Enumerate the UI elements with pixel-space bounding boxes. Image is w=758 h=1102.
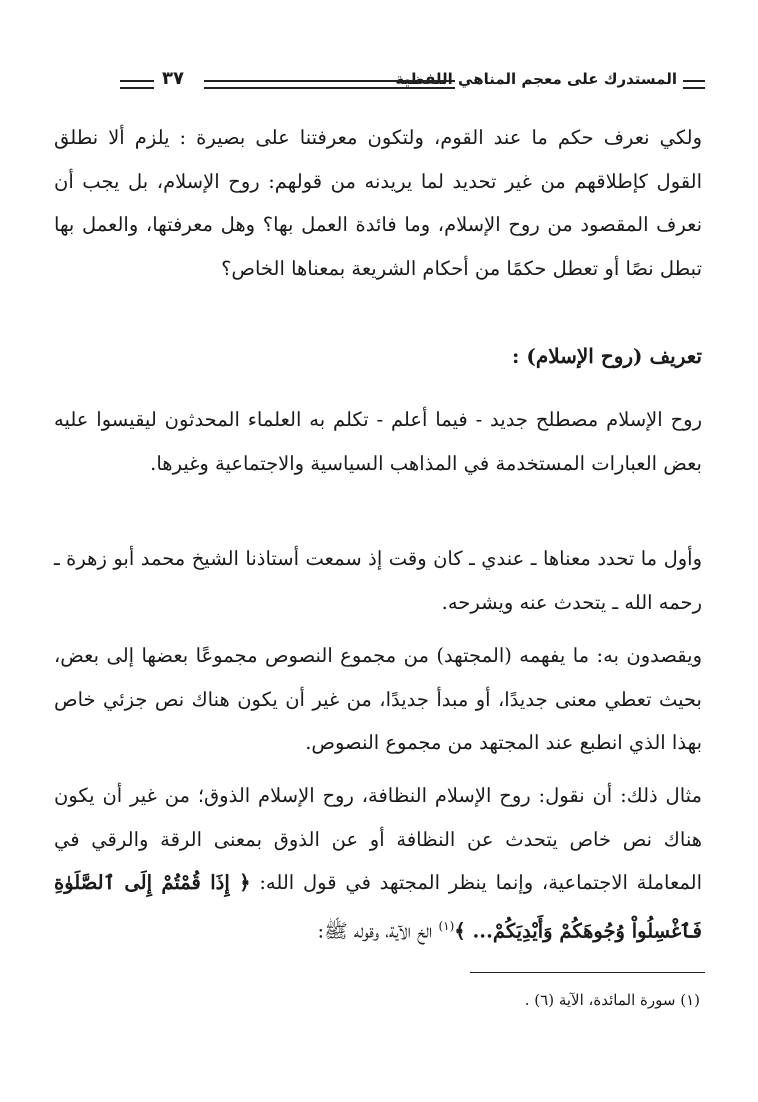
footnote-ref: (١) — [438, 918, 455, 933]
paragraph-5-text: مثال ذلك: أن نقول: روح الإسلام النظافة، روح الإسلام الذوق؛ من غير أن يكون هناك نص خاص يتحدث عن النظافة أو عن الذوق بمعنى الرقة والرقي في المعاملة الاجتماعية، وإنما ينظر المجتهد في قول الله: — [54, 784, 702, 894]
paragraph-3: وأول ما تحدد معناها ـ عندي ـ كان وقت إذ سمعت أستاذنا الشيخ محمد أبو زهرة ـ رحمه الله ـ يتحدث عنه ويشرحه. — [54, 547, 702, 614]
footnote: (١) سورة المائدة، الآية (٦) . — [524, 991, 700, 1009]
paragraph-2-block — [54, 398, 702, 485]
paragraph-4-block — [54, 634, 702, 765]
paragraph-5-end: الخ الآية، وقوله ﷺ: — [317, 919, 433, 942]
running-header — [120, 66, 705, 100]
paragraph-2: روح الإسلام مصطلح جديد - فيما أعلم - تكلم به العلماء المحدثون ليقيسوا عليه بعض العبارات المستخدمة في المذاهب السياسية والاجتماعية وغيرها. — [54, 408, 702, 475]
footnote-divider — [470, 972, 705, 973]
paragraph-4: ويقصدون به: ما يفهمه (المجتهد) من مجموع النصوص مجموعًا بعضها إلى بعض، بحيث تعطي معنى جديدًا، أو مبدأ جديدًا، من غير أن يكون هناك نص جزئي خاص بهذا الذي انطبع عند المجتهد من مجموع النصوص. — [54, 644, 702, 754]
paragraph-5-block — [54, 774, 702, 953]
header-title: المستدرك على معجم المناهي اللفظية — [395, 70, 677, 88]
header-rule-middle — [204, 80, 455, 89]
paragraph-1: ولكي نعرف حكم ما عند القوم، ولتكون معرفتنا على بصيرة : يلزم ألا نطلق القول كإطلاقهم من غير تحديد لما يريدنه من قولهم: روح الإسلام، بل يجب أن نعرف المقصود من روح الإسلام، وما فائدة العمل بها؟ وهل معرفتها، والعمل بها تبطل نصًا أو تعطل حكمًا من أحكام الشريعة بمعناها الخاص؟ — [54, 126, 702, 280]
header-rule-right — [683, 80, 705, 89]
section-heading: تعريف (روح الإسلام) : — [512, 344, 702, 368]
paragraph-1-block — [54, 116, 702, 290]
paragraph-3-block — [54, 537, 702, 624]
page-number: ٣٧ — [162, 68, 184, 89]
paragraph-5 — [54, 774, 702, 953]
quran-verse: ﴿ إِذَا قُمْتُمْ إِلَى ٱلصَّلَوٰةِ فَٱغْسِلُواْ وُجُوهَكُمْ وَأَيْدِيَكُمْ... ﴾ — [54, 871, 702, 942]
header-rule-left — [120, 80, 154, 89]
